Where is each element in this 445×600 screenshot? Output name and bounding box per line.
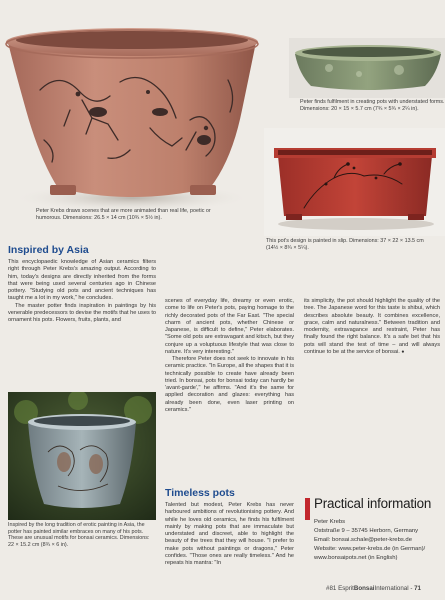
paragraph-text: its simplicity, the pot should highlight the quality of the tree. The Japanese word for this taste is shibui, which describes absolute beauty. It combines excellence, grace, calm and naturalness." Between tradition and modernity, extravagance and restraint, Peter has finally found the right balance. It's a safe bet that his pots will stand the test of time – and will always continue to be at the service of bonsai. (304, 298, 440, 355)
text-column-2-cont (165, 502, 294, 567)
practical-info-website-1[interactable]: Website: www.peter-krebs.de (in German)/ (314, 546, 426, 552)
caption-large-pot: Peter Krebs draws scenes that are more animated than real life, poetic or humorous. Dimensions: 26.5 × 14 cm (10¾ × 5½ in). (36, 208, 211, 221)
folio-separator: - (408, 585, 415, 592)
end-mark-icon: ● (401, 348, 405, 355)
magazine-name-a: Esprit (338, 585, 354, 592)
caption-red-pot: This pot's design is painted in slip. Dimensions: 37 × 22 × 13.5 cm (14½ × 8¾ × 5¼). (266, 238, 424, 251)
paragraph: This encyclopaedic knowledge of Asian ceramics filters right through Peter Krebs's amazing output. According to him, today's designs are directly inherited from the forms that were being used several centuries ago in Chinese pottery. "Studying old pots and ancient techniques has taught me a lot in my work," he concludes. (8, 259, 156, 302)
erotic-pot-illustration (8, 392, 156, 520)
green-pot-illustration (289, 38, 445, 98)
red-pot-illustration (264, 128, 445, 236)
text-column-2 (165, 298, 294, 414)
magazine-name-c: International (374, 585, 409, 592)
text-column-3 (304, 298, 440, 356)
paragraph: scenes of everyday life, dreamy or even erotic, come to life on Peter's pots, paying homage to the richly decorated pots of the Far East. "The special charm of ancient pots, whether Chinese or Japanese, is difficult to define," Peter elaborates. "Some old pots are extravagant and kitsch, but they conjure up a voluptuous lifestyle that was close to nature. It's very interesting." (165, 298, 294, 355)
green-pot-photo (289, 38, 445, 98)
large-pot-illustration (0, 0, 262, 238)
practical-info-title: Practical information (314, 496, 432, 511)
practical-info-accent-bar (305, 498, 310, 520)
caption-erotic-pot: Inspired by the long tradition of erotic painting in Asia, the potter has painted similar embraces on many of his pots. These are unusual motifs for bonsai ceramics. Dimensions: 22 × 15.2 cm (8¾ × 6 in). (8, 522, 150, 548)
text-column-1 (8, 259, 156, 324)
magazine-name-b: Bonsai (353, 585, 375, 592)
practical-info-email[interactable]: Email: bonsai.schale@peter-krebs.de (314, 537, 412, 543)
page-folio (326, 585, 421, 592)
page-number: 71 (414, 585, 421, 592)
paragraph: The master potter finds inspiration in paintings by his venerable predecessors to devise the motifs that he uses to ornament his pots. Flowers, fruits, plants, and (8, 302, 156, 323)
practical-info-box (305, 490, 445, 582)
caption-green-pot: Peter finds fulfilment in creating pots with understated forms. Dimensions: 20 × 15 × 5.7 cm (7¾ × 5¾ × 2¼ in). (300, 99, 445, 112)
practical-info-website-2[interactable]: www.bonsaipots.net (in English) (314, 555, 398, 561)
issue-number: #81 (326, 585, 337, 592)
paragraph: Therefore Peter does not seek to innovate in his ceramic practice. "In Europe, all the shapes that it is technically possible to create have already been tried. In bonsai, pots for bonsai today can hardly be 'avant-garde'," he affirms. "And it's the same for applied decoration and glazes: everything has already been done, even laser printing on ceramics." (165, 356, 294, 413)
heading-inspired-by-asia: Inspired by Asia (8, 244, 89, 256)
erotic-pot-photo (8, 392, 156, 520)
large-pot-photo (0, 0, 262, 238)
paragraph: Talented but modest, Peter Krebs has never harboured ambitions of revolutionising pottery. And while he loves old ceramics, he finds his fulfilment mainly by making pots that are immaculate but understated and discreet, able to highlight the beauty of the trees that they will house. "I prefer to make pots without paintings or dragons," Peter confides. "Those ones are really timeless." And he repeats his mantra: "In (165, 502, 294, 566)
practical-info-address: Oststraße 9 – 35745 Herborn, Germany (314, 528, 419, 534)
red-pot-photo (264, 128, 445, 236)
practical-info-name: Peter Krebs (314, 519, 346, 525)
heading-timeless-pots: Timeless pots (165, 487, 235, 499)
paragraph (304, 298, 440, 356)
